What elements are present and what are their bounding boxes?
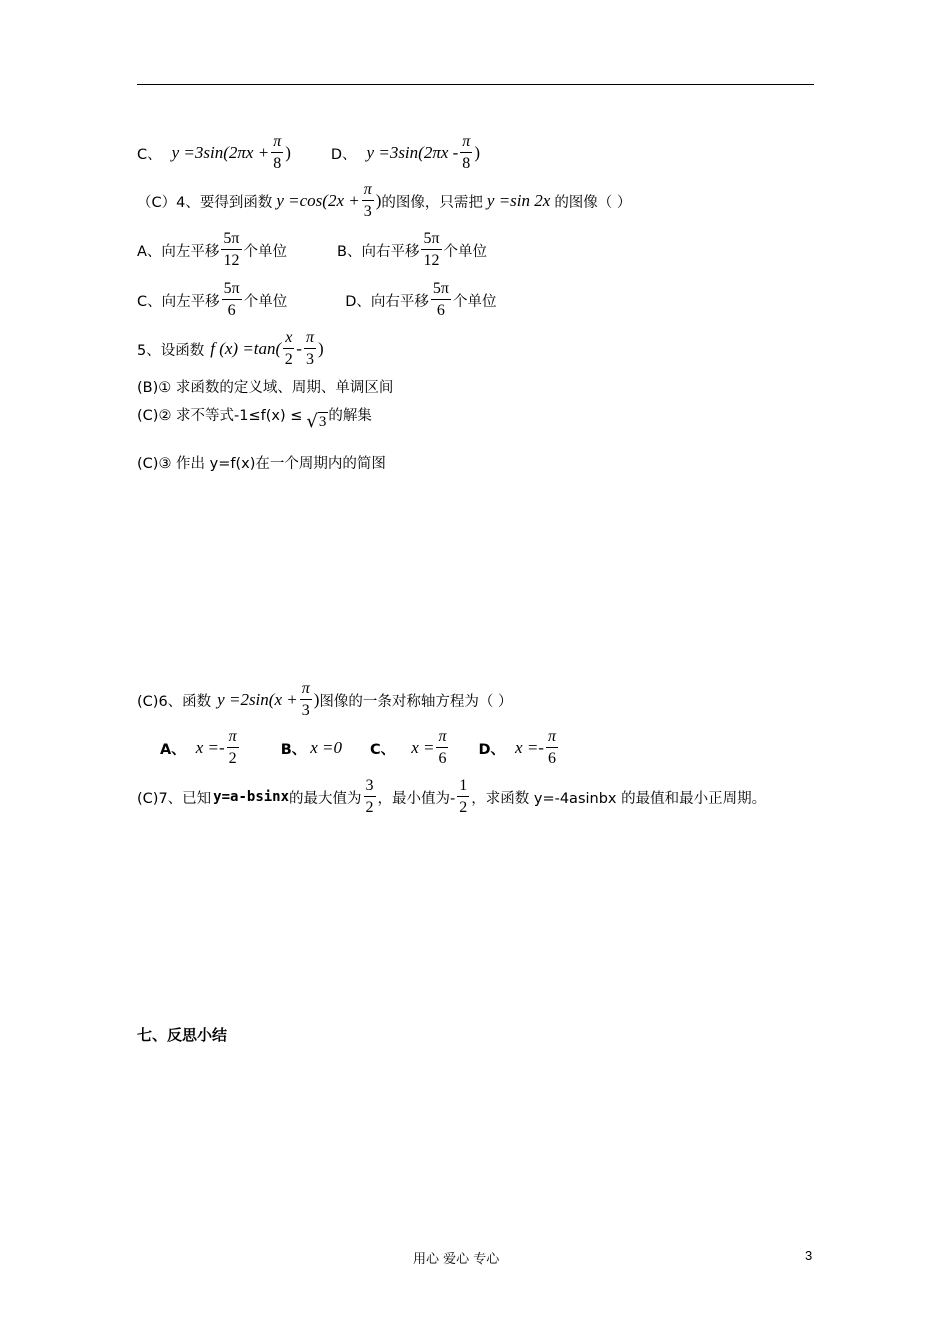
q3-option-c-label: C、: [137, 146, 162, 163]
q4-option-c-fraction: $\frac{5\pi}{6}$: [223, 280, 240, 319]
q5-expr: f (x) =tan(: [210, 339, 282, 358]
q5-sub3: (C)③ 作出 y=f(x)在一个周期内的简图: [137, 456, 386, 472]
q6-option-c-label: C、: [370, 741, 396, 758]
q6-prefix: (C)6、函数: [137, 693, 212, 710]
q4-option-a-label: A、向左平移: [137, 243, 220, 260]
q6-options-row: A、 x =- $\frac{\pi}{2}$ B、 x =0 C、 x = $\frac{\pi}{6}$ D、 x =- $\frac{\pi}{6}$: [160, 728, 556, 767]
q7-question: (C)7、已知 y=a-bsinx 的最大值为 $\frac{3}{2}$ ，最小值为- $\frac{1}{2}$ ，求函数 y=-4asinbx 的最值和最小正周期。: [137, 777, 767, 816]
sqrt-3: √ 3: [306, 411, 327, 432]
q4-option-b-label: B、向右平移: [337, 243, 420, 260]
q7-prefix: (C)7、已知: [137, 790, 212, 807]
q4-fraction: $\frac{\pi}{3}$: [363, 181, 372, 220]
q4-option-d-label: D、向右平移: [345, 293, 429, 310]
q4-expr: y =cos(2x +: [276, 191, 360, 210]
q4-options-row-2: C、向左平移 $\frac{5\pi}{6}$ 个单位 D、向右平移 $\frac{5\pi}{6}$ 个单位: [137, 280, 497, 319]
section-title-reflection: 七、反思小结: [137, 1026, 228, 1044]
q4-option-a-fraction: $\frac{5\pi}{12}$: [223, 230, 240, 269]
q6-option-c-fraction: $\frac{\pi}{6}$: [438, 728, 447, 767]
q4-option-d-fraction: $\frac{5\pi}{6}$: [432, 280, 449, 319]
q4-option-b-fraction: $\frac{5\pi}{12}$: [423, 230, 440, 269]
q6-fraction: $\frac{\pi}{3}$: [301, 680, 310, 719]
q4-option-c-label: C、向左平移: [137, 293, 220, 310]
q6-option-a-label: A、: [160, 741, 186, 758]
q5-fraction-x-2: $\frac{x}{2}$: [284, 329, 293, 368]
q4-expr2: y =sin 2x: [486, 191, 551, 210]
q7-max-fraction: $\frac{3}{2}$: [365, 777, 374, 816]
q6-question: (C)6、函数 y =2sin(x + $\frac{\pi}{3}$ ) 图像的一条对称轴方程为（ ）: [137, 680, 513, 719]
header-rule: [137, 84, 814, 85]
q6-option-b-label: B、: [280, 741, 307, 758]
q3-option-d-label: D、: [330, 146, 357, 163]
q4-question: （C）4、要得到函数 y =cos(2x + $\frac{\pi}{3}$ ) 的图像，只需把 y =sin 2x 的图像（ ）: [137, 181, 632, 220]
q5-prefix: 5、设函数: [137, 342, 205, 359]
footer-motto: 用心 爱心 专心: [413, 1252, 500, 1267]
q5-question: 5、设函数 f (x) =tan( $\frac{x}{2}$ - $\frac{\pi}{3}$ ): [137, 329, 324, 368]
q5-fraction-pi-3: $\frac{\pi}{3}$: [305, 329, 314, 368]
q5-sub2: (C)② 求不等式-1≤f(x) ≤ √ 3 的解集: [137, 408, 372, 432]
q3-option-d-expr: y =3sin(2πx -: [366, 143, 459, 162]
q5-sub1: (B)① 求函数的定义域、周期、单调区间: [137, 380, 394, 396]
q7-min-fraction: $\frac{1}{2}$: [459, 777, 468, 816]
q6-option-a-fraction: $\frac{\pi}{2}$: [228, 728, 237, 767]
page-number: 3: [805, 1248, 813, 1263]
q4-suffix: 的图像（ ）: [554, 194, 632, 211]
q7-function: y=a-bsinx: [213, 789, 290, 805]
q4-options-row-1: A、向左平移 $\frac{5\pi}{12}$ 个单位 B、向右平移 $\frac{5\pi}{12}$ 个单位: [137, 230, 488, 269]
q3-options-row: C、 y =3sin(2πx + $\frac{\pi}{8}$ ) D、 y =3sin(2πx - $\frac{\pi}{8}$ ): [137, 133, 480, 172]
q6-option-d-fraction: $\frac{\pi}{6}$: [547, 728, 556, 767]
q6-option-d-label: D、: [478, 741, 506, 758]
q4-middle: 的图像，只需把: [381, 194, 483, 211]
q6-suffix: 图像的一条对称轴方程为（ ）: [319, 693, 513, 710]
q4-prefix: （C）4、要得到函数: [137, 194, 273, 211]
q3-option-c-expr: y =3sin(2πx +: [171, 143, 270, 162]
q6-expr: y =2sin(x +: [217, 690, 298, 709]
q3-option-c-fraction: $\frac{\pi}{8}$: [273, 133, 282, 172]
q3-option-d-fraction: $\frac{\pi}{8}$: [462, 133, 471, 172]
